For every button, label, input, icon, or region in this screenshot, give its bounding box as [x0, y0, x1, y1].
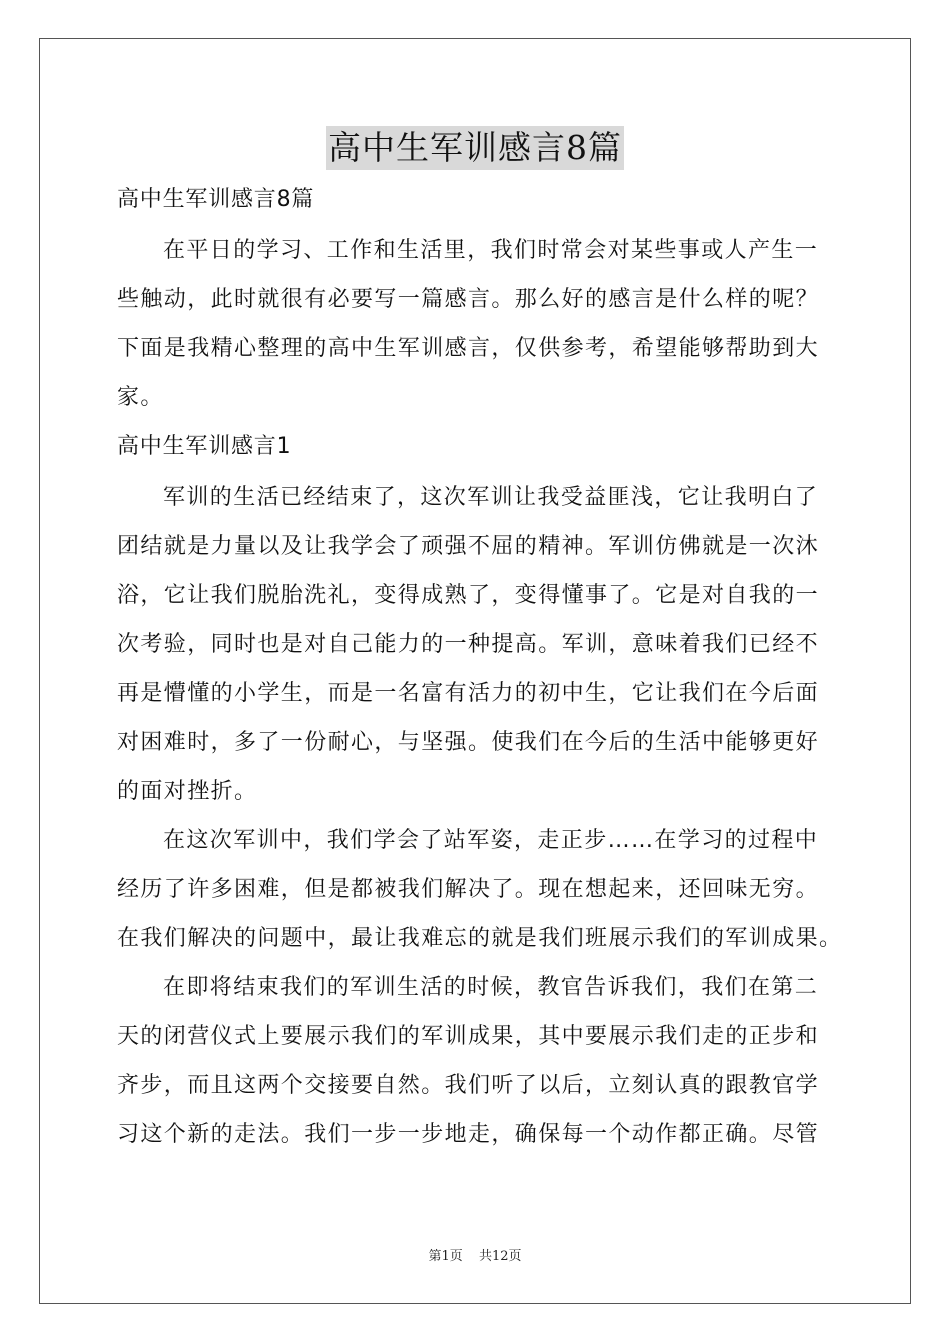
body-text-line: 齐步，而且这两个交接要自然。我们听了以后，立刻认真的跟教官学 — [117, 1073, 820, 1098]
section-heading: 高中生军训感言1 — [117, 434, 292, 459]
page-footer — [0, 1245, 950, 1264]
body-text-line: 在即将结束我们的军训生活的时候，教官告诉我们，我们在第二 — [163, 975, 819, 1000]
body-text-line: 在这次军训中，我们学会了站军姿，走正步……在学习的过程中 — [163, 828, 819, 853]
body-text-line: 在平日的学习、工作和生活里，我们时常会对某些事或人产生一 — [163, 238, 819, 263]
body-text-line: 次考验，同时也是对自己能力的一种提高。军训，意味着我们已经不 — [117, 632, 820, 657]
body-text-line: 团结就是力量以及让我学会了顽强不屈的精神。军训仿佛就是一次沐 — [117, 534, 820, 559]
page-number: 第1页 — [428, 1249, 463, 1264]
body-text-line: 浴，它让我们脱胎洗礼，变得成熟了，变得懂事了。它是对自我的一 — [117, 583, 820, 608]
body-text-line: 家。 — [117, 385, 164, 410]
body-text-line: 的面对挫折。 — [117, 779, 258, 804]
document-title: 高中生军训感言8篇 — [326, 126, 624, 170]
page-total: 共12页 — [478, 1249, 522, 1264]
body-text-line: 再是懵懂的小学生，而是一名富有活力的初中生，它让我们在今后面 — [117, 681, 820, 706]
body-text-line: 军训的生活已经结束了，这次军训让我受益匪浅，它让我明白了 — [163, 485, 819, 510]
body-text-line: 些触动，此时就很有必要写一篇感言。那么好的感言是什么样的呢？ — [117, 287, 820, 312]
section-heading: 高中生军训感言8篇 — [117, 187, 315, 212]
body-text-line: 经历了许多困难，但是都被我们解决了。现在想起来，还回味无穷。 — [117, 877, 820, 902]
body-text-line: 天的闭营仪式上要展示我们的军训成果，其中要展示我们走的正步和 — [117, 1024, 820, 1049]
title-container — [0, 126, 950, 170]
document-body — [117, 178, 843, 1162]
body-text-line: 对困难时，多了一份耐心，与坚强。使我们在今后的生活中能够更好 — [117, 730, 820, 755]
body-text-line: 习这个新的走法。我们一步一步地走，确保每一个动作都正确。尽管 — [117, 1122, 820, 1147]
body-text-line: 下面是我精心整理的高中生军训感言，仅供参考，希望能够帮助到大 — [117, 336, 820, 361]
body-text-line: 在我们解决的问题中，最让我难忘的就是我们班展示我们的军训成果。 — [117, 926, 843, 951]
